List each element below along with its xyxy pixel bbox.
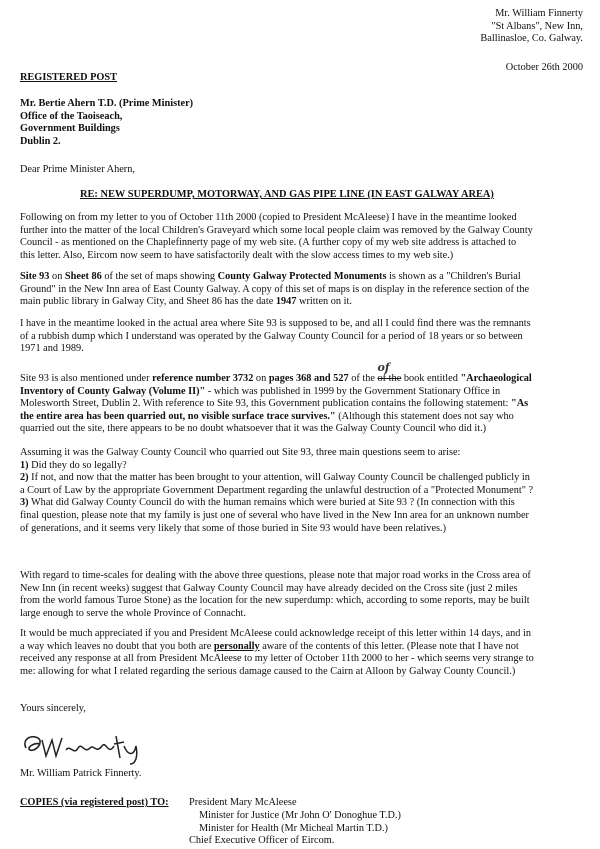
recipient-name: Mr. Bertie Ahern T.D. (Prime Minister) [20, 98, 194, 109]
signer-name: Mr. William Patrick Finnerty. [20, 768, 142, 779]
recipient-address [20, 98, 193, 148]
paragraph-4 [20, 361, 583, 436]
question-text: If not, and now that the matter has been brought to your attention, will Galway County Council be challenged publicly in [28, 472, 530, 484]
salutation: Dear Prime Minister Ahern, [20, 164, 135, 175]
sender-address [480, 8, 583, 46]
p4-text: book entitled [401, 373, 461, 384]
p4-text: - which was published in 1999 by the Government Stationary Office in [205, 385, 501, 397]
question-number: 3) [20, 497, 29, 509]
p4-text: on [253, 373, 269, 384]
p4-line [20, 386, 583, 399]
p1-line: this letter. Also, Eircom now seem to have satisfactorily dealt with the slow access times to my web site.) [20, 249, 454, 261]
paragraph-7 [20, 628, 583, 678]
p1-line: Council - as mentioned on the Chaplefinnerty page of my web site. (A further copy of my web site address is attached to [20, 237, 517, 249]
quote-part-1: "As [510, 398, 529, 410]
closing: Yours sincerely, [20, 703, 86, 714]
copy-recipient: Minister for Justice (Mr John O' Donoghue T.D.) [199, 809, 401, 821]
p1-line: further into the matter of the local Children's Graveyard which some local people claim was removed by the Galway County [20, 224, 533, 236]
sender-town: Ballinasloe, Co. Galway. [480, 33, 583, 45]
handwritten-correction [377, 361, 402, 384]
paragraph-5 [20, 447, 583, 535]
p7-line [20, 641, 583, 654]
site-93-ref: Site 93 [20, 271, 50, 282]
p4-text: of the [348, 373, 378, 384]
p7-text: a way which leaves no doubt that you both are [20, 640, 214, 652]
copies-label: COPIES (via registered post) TO: [20, 797, 169, 808]
sheet-86-ref: Sheet 86 [64, 271, 102, 282]
p4-text: (Although this statement does not say who [335, 410, 514, 422]
question-text: What did Galway County Council do with the human remains which were buried at Site 93 ? (In connection with this [28, 497, 515, 509]
question-number: 2) [20, 472, 29, 484]
copy-recipient: President Mary McAleese [189, 797, 297, 808]
p2-text: is shown as a "Children's Burial [386, 271, 521, 282]
recipient-building: Government Buildings [20, 123, 120, 135]
p2-text: of the set of maps showing [101, 271, 218, 282]
quote-part-2: the entire area has been quarried out, no visible surface trace survives." [20, 410, 336, 422]
book-title-part-1: "Archaeological [460, 373, 532, 384]
question-2 [20, 472, 583, 485]
map-year: 1947 [275, 296, 297, 308]
p3-line: I have in the meantime looked in the actual area where Site 93 is supposed to be, and all I could find there was the remnants [20, 318, 531, 329]
copy-recipient: Chief Executive Officer of Eircom. [189, 835, 335, 847]
subject-line: RE: NEW SUPERDUMP, MOTORWAY, AND GAS PIPE LINE (IN EAST GALWAY AREA) [80, 189, 494, 200]
p7-text: aware of the contents of this letter. (Please note that I have not [259, 640, 519, 652]
personally-emphasis: personally [213, 640, 260, 652]
sender-name: Mr. William Finnerty [495, 8, 583, 19]
question-2-cont: a Court of Law by the appropriate Government Department regarding the unlawful destruction of a "Protected Monument" ? [20, 484, 534, 496]
question-number: 1) [20, 459, 29, 471]
question-3-cont: final question, please note that my family is just one of several who have lived in the New Inn area for an unknown number [20, 509, 529, 521]
p4-line: quarried out the site, there appears to be no doubt whatsoever that it was the Galway County Council who did it.) [20, 423, 487, 435]
copies-list [189, 797, 401, 848]
p6-line: With regard to time-scales for dealing with the above three questions, please note that major road works in the Cross area of [20, 570, 531, 581]
question-1 [20, 460, 583, 473]
p7-line: me: allowing for what I related regarding the serious damage caused to the Cairn at Alloon by Galway County Council.) [20, 665, 516, 677]
p4-text: Site 93 is also mentioned under [20, 373, 153, 384]
pages-ref: pages 368 and 527 [268, 373, 349, 384]
p3-line: 1971 and 1989. [20, 343, 84, 355]
question-3 [20, 497, 583, 510]
p2-line: Ground" in the New Inn area of East County Galway. A copy of this set of maps is on display in the reference section of the [20, 283, 530, 295]
recipient-city: Dublin 2. [20, 135, 61, 147]
handwritten-signature [20, 726, 150, 766]
p6-line: large enough to serve the whole Province of Connacht. [20, 607, 246, 619]
book-title-part-2: Inventory of County Galway (Volume II)" [20, 385, 206, 397]
sender-house: "St Albans", New Inn, [491, 20, 583, 32]
p3-line: of a rubbish dump which I understand was operated by the Galway County Council for a period of 18 years or so between [20, 330, 523, 342]
p7-line: received any response at all from President McAleese to my letter of October 11th 2000 to her - which seems very strange to [20, 653, 534, 665]
question-text: Did they do so legally? [28, 459, 127, 471]
p2-line [20, 296, 583, 309]
p4-text: Molesworth Street, Dublin 2. With reference to Site 93, this Government publication contains the following statement: [20, 398, 511, 410]
paragraph-1 [20, 212, 583, 262]
p5-intro: Assuming it was the Galway County Council who quarried out Site 93, three main questions seem to arise: [20, 447, 461, 458]
inserted-word: of [377, 361, 390, 374]
p2-text: main public library in Galway City, and Sheet 86 has the date [20, 296, 276, 308]
copy-recipient: Minister for Health (Mr Micheal Martin T.D.) [199, 822, 388, 834]
p2-line [20, 271, 583, 284]
p2-text: written on it. [296, 296, 352, 308]
p7-line: It would be much appreciated if you and President McAleese could acknowledge receipt of this letter within 14 days, and in [20, 628, 531, 639]
letter-date: October 26th 2000 [505, 62, 583, 73]
paragraph-6 [20, 570, 583, 620]
reference-number: reference number 3732 [152, 373, 254, 384]
p4-line [20, 411, 583, 424]
p4-line [20, 361, 583, 386]
question-3-cont: of generations, and it seems very likely that some of those buried in Site 93 would have been relatives.) [20, 522, 447, 534]
registered-post-heading: REGISTERED POST [20, 72, 117, 83]
protected-monuments-ref: County Galway Protected Monuments [217, 271, 387, 282]
p6-line: from the world famous Turoe Stone) as the location for the new superdump: which, according to some reports, may be built [20, 595, 530, 607]
p1-line: Following on from my letter to you of October 11th 2000 (copied to President McAleese) I have in the meantime looked [20, 212, 517, 223]
p2-text: on [49, 271, 65, 282]
paragraph-3 [20, 318, 583, 356]
recipient-office: Office of the Taoiseach, [20, 110, 123, 122]
p4-line [20, 398, 583, 411]
p6-line: New Inn (in recent weeks) suggest that Galway County Council may have already decided on the Cross site (just 2 miles [20, 582, 518, 594]
struck-text: of the [377, 373, 402, 384]
paragraph-2 [20, 271, 583, 309]
